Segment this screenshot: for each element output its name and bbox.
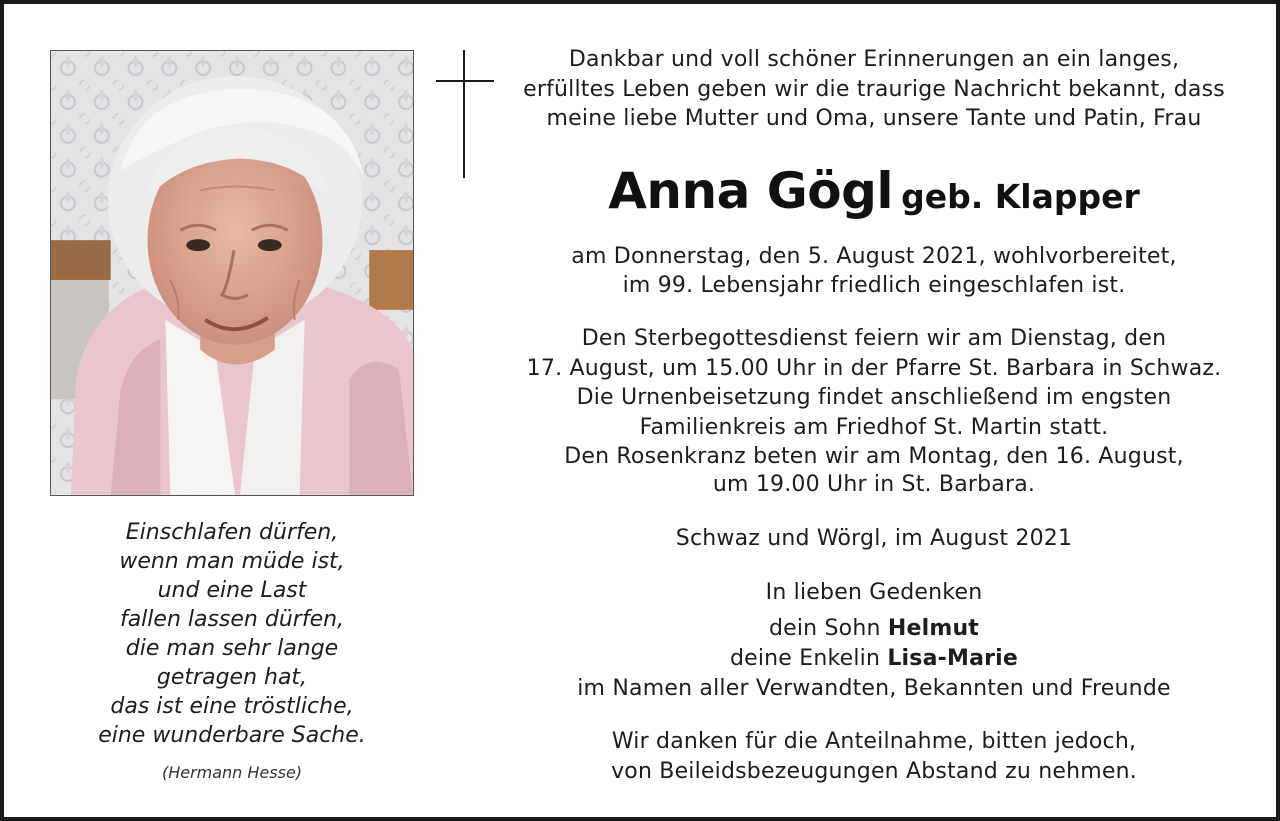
cross-icon [436,50,494,178]
birth-name: geb. Klapper [901,177,1140,216]
poem-line: und eine Last [157,578,307,603]
intro-line: meine liebe Mutter und Oma, unsere Tante und Patin, Frau [546,106,1202,131]
poem-line: fallen lassen dürfen, [119,607,345,632]
portrait-illustration [51,51,413,495]
service-line: Familienkreis am Friedhof St. Martin statt. [639,415,1109,440]
service-line: um 19.00 Uhr in St. Barbara. [712,472,1036,497]
poem-line: wenn man müde ist, [119,549,345,574]
service-line: Den Sterbegottesdienst feiern wir am Dienstag, den [581,326,1167,351]
service-line: Den Rosenkranz beten wir am Montag, den 16. August, [564,444,1184,469]
passing-line: im 99. Lebensjahr friedlich eingeschlafen ist. [622,273,1126,298]
deceased-full-name: Anna Gögl [608,162,894,220]
mourner-line [494,614,1254,644]
portrait-photo [50,50,414,496]
mourner-name: Helmut [887,616,980,641]
mourner-name: Lisa-Marie [887,646,1019,671]
closing-line: von Beileidsbezeugungen Abstand zu nehmen. [611,759,1137,784]
poem-author: (Hermann Hesse) [161,763,303,782]
service-line: Die Urnenbeisetzung findet anschließend im engsten [576,385,1172,410]
closing-line: Wir danken für die Anteilnahme, bitten jedoch, [611,729,1137,754]
poem-line: Einschlafen dürfen, [125,520,339,545]
poem-line: die man sehr lange [125,636,339,661]
place-date: Schwaz und Wörgl, im August 2021 [675,526,1073,551]
poem-line: das ist eine tröstliche, [110,694,354,719]
intro-line: Dankbar und voll schöner Erinnerungen an ein langes, [568,47,1180,72]
memory-heading: In lieben Gedenken [765,580,983,605]
mourner-relation: deine Enkelin [729,646,881,671]
mourner-relation: dein Sohn [768,616,881,641]
poem-line: getragen hat, [156,665,308,690]
mourner-line [494,644,1254,674]
passing-line: am Donnerstag, den 5. August 2021, wohlvorbereitet, [571,244,1177,269]
poem-line: eine wunderbare Sache. [98,723,366,748]
mourners-note: im Namen aller Verwandten, Bekannten und Freunde [577,676,1171,701]
deceased-name [494,156,1254,238]
intro-line: erfülltes Leben geben wir die traurige Nachricht bekannt, dass [523,77,1225,102]
service-line: 17. August, um 15.00 Uhr in der Pfarre St. Barbara in Schwaz. [526,356,1222,381]
